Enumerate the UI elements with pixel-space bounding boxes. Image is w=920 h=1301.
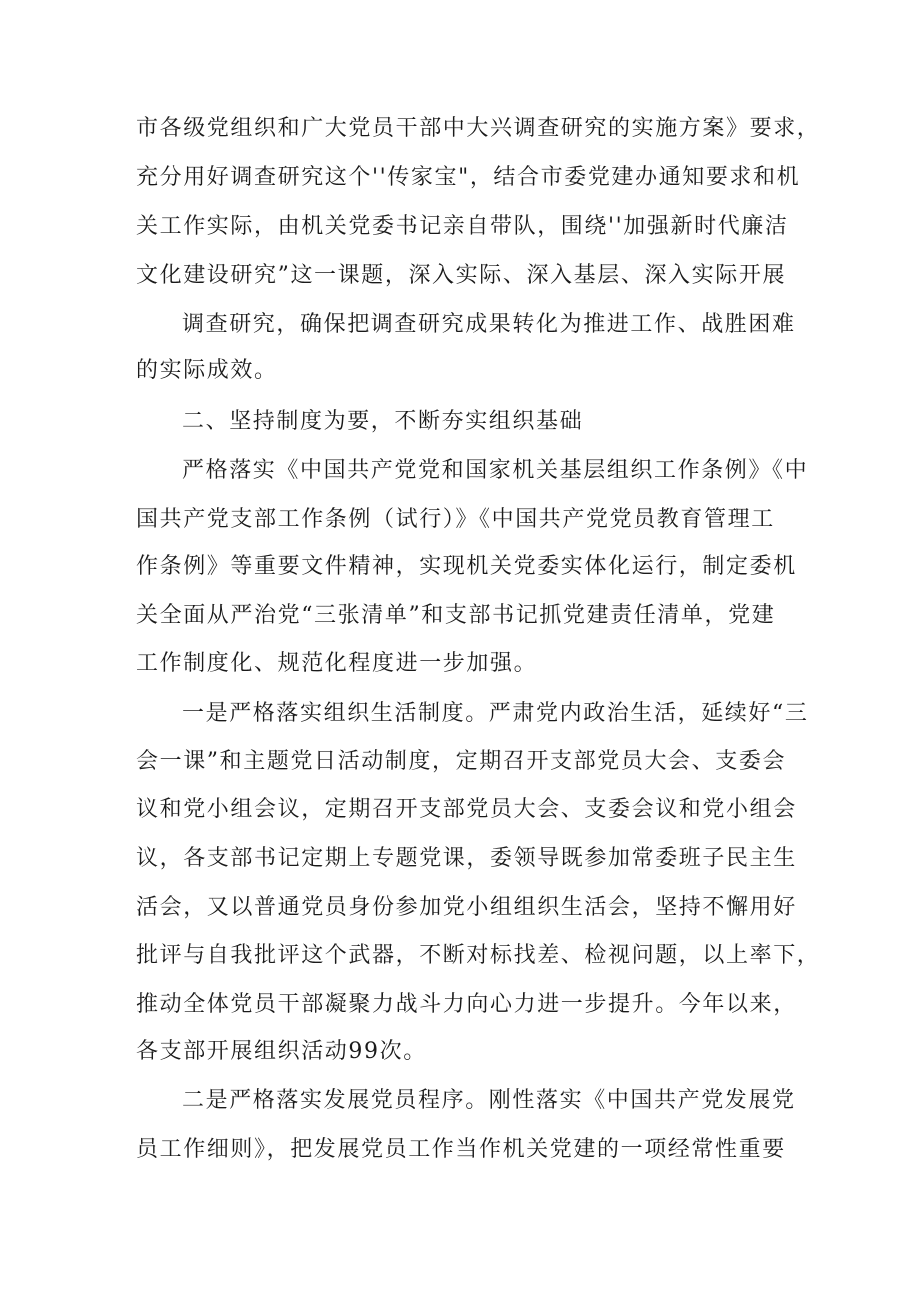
text-line: 的实际成效。 — [136, 358, 278, 383]
text-line: 作条例》等重要文件精神，实现机关党委实体化运行，制定委机 — [136, 554, 797, 579]
text-line: 批评与自我批评这个武器，不断对标找差、检视问题，以上率下， — [136, 943, 821, 968]
text-line: 充分用好调查研究这个''传家宝"，结合市委党建办通知要求和机 — [136, 165, 801, 190]
text-line: 活会，又以普通党员身份参加党小组组织生活会，坚持不懈用好 — [136, 895, 797, 920]
text-line: 市各级党组织和广大党员干部中大兴调查研究的实施方案》要求， — [136, 116, 821, 141]
text-line: 调查研究，确保把调查研究成果转化为推进工作、战胜困难 — [182, 312, 796, 337]
text-line: 推动全体党员干部凝聚力战斗力向心力进一步提升。今年以来， — [136, 992, 797, 1017]
text-line: 一是严格落实组织生活制度。严肃党内政治生活，延续好“三 — [182, 701, 809, 726]
text-line: 关工作实际，由机关党委书记亲自带队，围绕''加强新时代廉洁 — [136, 214, 789, 239]
text-line: 员工作细则》，把发展党员工作当作机关党建的一项经常性重要 — [136, 1137, 786, 1162]
text-line: 议和党小组会议，定期召开支部党员大会、支委会议和党小组会 — [136, 797, 797, 822]
section-heading: 二、坚持制度为要，不断夯实组织基础 — [182, 409, 584, 434]
text-line: 议，各支部书记定期上专题党课，委领导既参加常委班子民主生 — [136, 846, 797, 871]
text-line: 国共产党支部工作条例（试行）》《中国共产党党员教育管理工 — [136, 507, 775, 532]
text-line: 关全面从严治党“三张清单”和支部书记抓党建责任清单，党建 — [136, 603, 776, 628]
text-line: 会一课”和主题党日活动制度，定期召开支部党员大会、支委会 — [136, 749, 787, 774]
text-line: 二是严格落实发展党员程序。刚性落实《中国共产党发展党 — [182, 1088, 796, 1113]
text-line: 文化建设研究”这一课题，深入实际、深入基层、深入实际开展 — [136, 263, 787, 288]
text-line: 严格落实《中国共产党党和国家机关基层组织工作条例》《中 — [182, 458, 809, 483]
text-line: 工作制度化、规范化程度进一步加强。 — [136, 651, 538, 676]
text-line: 各支部开展组织活动99次。 — [136, 1039, 427, 1064]
